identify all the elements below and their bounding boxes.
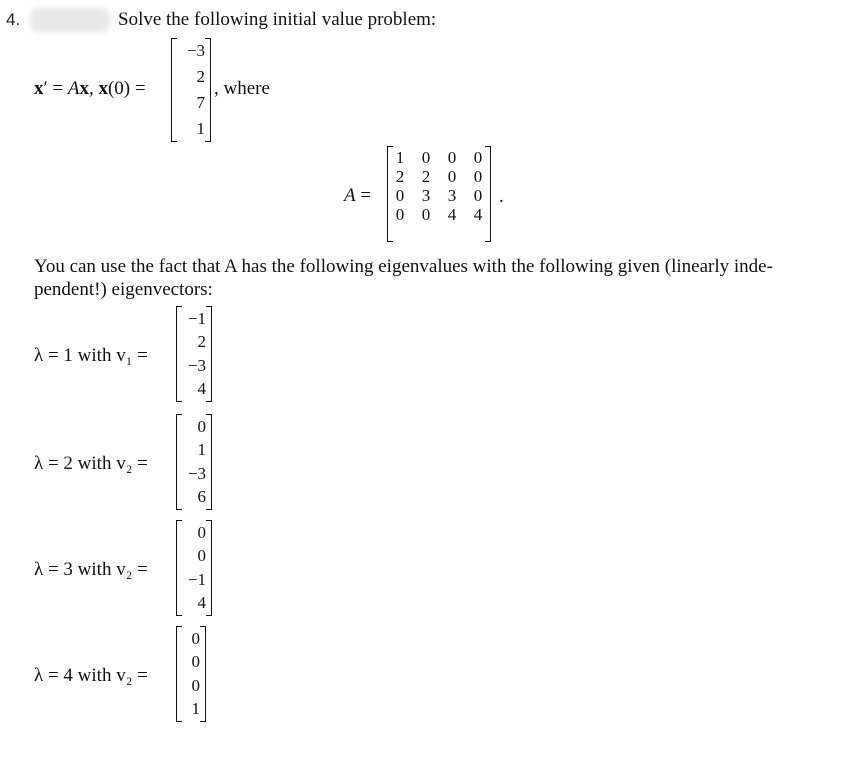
where-text: , where	[214, 78, 270, 99]
x0-entry: 1	[196, 119, 205, 138]
matrix-a-cell: 4	[447, 205, 457, 224]
matrix-a-cell: 0	[395, 186, 405, 205]
matrix-a-label: A =	[344, 185, 372, 206]
v4-entry: 0	[191, 652, 200, 672]
matrix-a-cell: 0	[473, 167, 483, 186]
matrix-a-cell: 0	[473, 186, 483, 205]
matrix-a-row	[394, 148, 484, 167]
ivp-equation: x′ = Ax, x(0) =	[34, 78, 146, 99]
matrix-a-cell: 0	[421, 205, 431, 224]
v2-entry: 1	[197, 440, 206, 460]
eigenpair-4-label: λ = 4 with v₂ =	[34, 665, 148, 686]
matrix-a-cell: 0	[395, 205, 405, 224]
v3-entry: 0	[197, 546, 206, 566]
x0-entry: −3	[186, 41, 205, 60]
v3-entry: 4	[197, 592, 206, 612]
v1-entry: −1	[187, 309, 206, 328]
v2-entry: 0	[197, 417, 206, 436]
eigenpair-3-label: λ = 3 with v₂ =	[34, 559, 148, 580]
eigenpair-1-label: λ = 1 with v₁ =	[34, 345, 148, 366]
v4-entry: 0	[191, 675, 200, 695]
matrix-a-row	[394, 167, 484, 186]
matrix-a-cell: 2	[421, 167, 431, 186]
v4-entry: 1	[191, 698, 200, 718]
v1-entry: 2	[197, 332, 206, 352]
matrix-a-cell: 3	[421, 186, 431, 205]
matrix-a-cell: 0	[421, 148, 431, 167]
eigenvector-4	[176, 626, 206, 722]
eigenvector-1	[176, 306, 212, 402]
problem-number: 4.	[6, 10, 21, 29]
eigenvector-2	[176, 414, 212, 510]
initial-vector	[171, 38, 211, 142]
matrix-a-cell: 1	[395, 148, 405, 167]
matrix-period: .	[499, 186, 504, 207]
eigenpair-2-label: λ = 2 with v₂ =	[34, 453, 148, 474]
matrix-a	[387, 146, 491, 242]
x0-entry: 7	[196, 93, 205, 112]
redacted-name	[30, 8, 110, 32]
v2-entry: 6	[197, 486, 206, 506]
v2-entry: −3	[187, 463, 206, 483]
matrix-a-cell: 4	[473, 205, 483, 224]
eigenvector-3	[176, 520, 212, 616]
v1-entry: 4	[197, 378, 206, 398]
v3-entry: −1	[187, 569, 206, 589]
matrix-a-cell: 2	[395, 167, 405, 186]
matrix-a-cell: 3	[447, 186, 457, 205]
fact-line-1: You can use the fact that A has the following eigenvalues with the following given (linearly inde-	[34, 256, 773, 277]
v1-entry: −3	[187, 355, 206, 375]
matrix-a-cell: 0	[447, 148, 457, 167]
matrix-a-cell: 0	[473, 148, 483, 167]
matrix-a-cell: 0	[447, 167, 457, 186]
fact-line-2: pendent!) eigenvectors:	[34, 279, 213, 300]
matrix-a-row	[394, 186, 484, 205]
problem-title: Solve the following initial value problem:	[118, 9, 437, 30]
x0-entry: 2	[196, 67, 205, 86]
matrix-a-row	[394, 205, 484, 224]
v4-entry: 0	[191, 629, 200, 648]
v3-entry: 0	[197, 523, 206, 542]
